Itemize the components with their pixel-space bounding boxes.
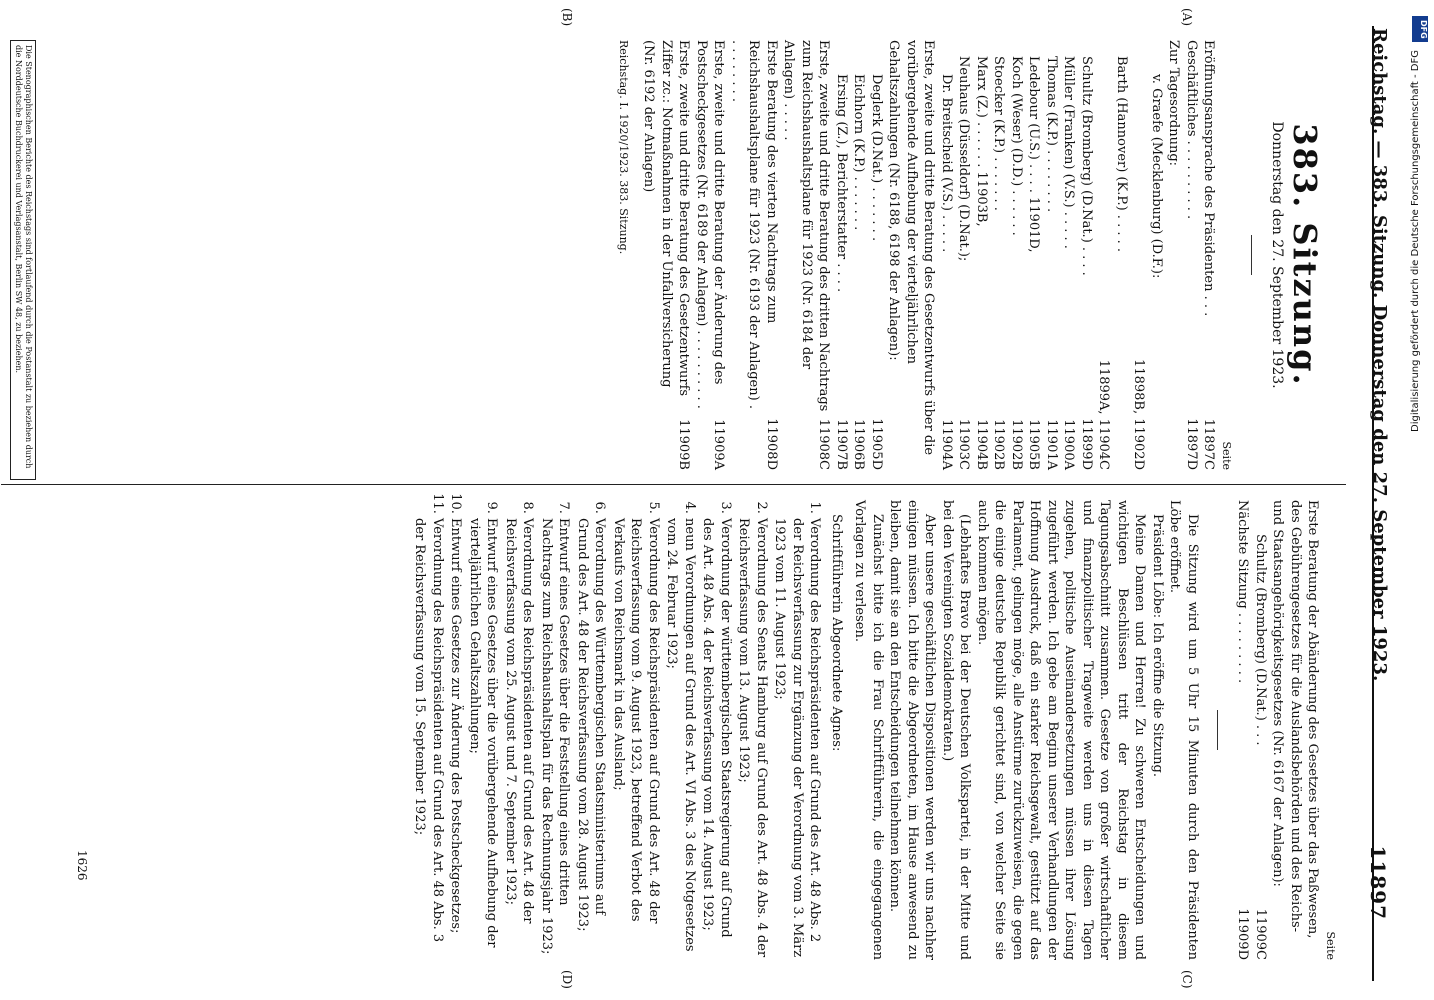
session-date: Donnerstag den 27. September 1923.: [1269, 121, 1286, 389]
submission-item: 7. Entwurf eines Gesetzes über die Feststellung eines dritten Nachtrags zum Reichshaushaltsplan für das Rechnungsjahr 1923;: [538, 518, 573, 960]
toc-entry-text: Müller (Franken) (V.S.) . . . . .: [1061, 56, 1077, 249]
toc-entry-right-page: 11909D: [1235, 908, 1251, 960]
toc-entry: [1043, 40, 1061, 470]
margin-marker-a: (A): [1180, 8, 1194, 27]
toc-entry-right-text: Schultz (Bromberg) (D.Nat.) . . .: [1253, 534, 1268, 746]
submissions-list: [411, 500, 824, 960]
header-page-number: 11897: [1366, 845, 1390, 920]
speech-paragraph: (Lebhaftes Bravo bei der Deutschen Volkspartei, in der Mitte und bei den Vereinigten Sozialdemokraten.): [940, 500, 973, 960]
submission-item: 4. neun Verordnungen auf Grund des Art. VI Abs. 3 des Notgesetzes vom 24. Februar 1923;: [663, 518, 698, 960]
toc-entry-page: 11897C: [1201, 418, 1217, 470]
margin-marker-c: (C): [1180, 970, 1194, 989]
schriftfuehrerin-intro: Schriftführerin Abgeordnete Agnes:: [829, 514, 844, 752]
toc-entry-page: [1165, 464, 1183, 470]
title-rule: [1251, 235, 1252, 275]
gehalts-speaker-page: 11907B: [834, 419, 849, 470]
toc-entry-text: Stoecker (K.P.) . . . . . . .: [991, 56, 1007, 211]
gehalts-speaker-page: 11905D: [869, 418, 884, 470]
right-table-of-contents: [1234, 500, 1322, 960]
submission-item: 11. Verordnung des Reichspräsidenten auf Grund des Art. 48 Abs. 3 der Reichsverfassung vom 15. September 1923;: [411, 518, 446, 960]
toc-entry-text: Dr. Breitscheid (V.S.) . . . . .: [939, 74, 954, 253]
gehalts-speaker-text: Eichhorn (K.P.) . . . . . . .: [851, 74, 867, 231]
dfg-logo: DFG: [1412, 16, 1428, 42]
toc-entry-right-page: 11909C: [1253, 908, 1268, 960]
left-table-of-contents: [938, 40, 1218, 470]
toc-entry-page: 11899A, 11904C: [1096, 359, 1112, 470]
volume-footline: Reichstag. I. 1920/1923. 383. Sitzung.: [617, 40, 630, 255]
toc-entry-text: Geschäftliches . . . . . . . . . .: [1184, 40, 1199, 220]
submission-item: 5. Verordnung des Reichspräsidenten auf Grund des Art. 48 der Reichsverfassung vom 9. August 1923, betreffend Verbot des Verkaufs von Reichsmark in das Ausland;: [610, 518, 663, 960]
toc-entry: [990, 40, 1008, 470]
agenda-item-page: 11908D: [764, 418, 779, 470]
agenda-item-page: 11909B: [676, 419, 692, 470]
president-speech: [851, 500, 1166, 960]
toc-entry: [1200, 40, 1218, 470]
toc-entry: [938, 40, 956, 470]
agenda-item-text: Erste Beratung des vierten Nachtrags zum Reichshaushaltsplane für 1923 (Nr. 6193 der Anlagen) . . . . . . . . .: [729, 40, 779, 409]
toc-entry-text: Neuhaus (Düsseldorf) (D.Nat.);: [956, 56, 972, 262]
left-column: [79, 40, 1339, 470]
toc-entry-right: [1269, 500, 1322, 960]
margin-marker-b: (B): [560, 8, 574, 27]
toc-entry-page: [1113, 464, 1131, 470]
toc-entry-page: 11899D: [1079, 418, 1094, 470]
dfg-stamp: [1410, 10, 1430, 995]
toc-entry-right-page: [1269, 954, 1322, 960]
toc-entry-page: 11898B, 11902D: [1131, 359, 1147, 470]
toc-entry-text: Schultz (Bromberg) (D.Nat.) . . . .: [1079, 56, 1094, 276]
gehalts-speaker-text: Deglerk (D.Nat.) . . . . . . .: [869, 74, 884, 242]
toc-entry-page: 11901A: [1044, 419, 1059, 470]
agenda-item: [693, 40, 728, 470]
gehalts-item: [833, 40, 938, 470]
toc-entry-text: Ledebour (U.S.) . . . . 11901D,: [1026, 56, 1042, 253]
speech-paragraph: Präsident Löbe: Ich eröffne die Sitzung.: [1150, 514, 1165, 778]
gehalts-speaker: [833, 40, 851, 470]
toc-entry-page: 11905B: [1026, 419, 1042, 470]
submission-item: 1. Verordnung des Reichspräsidenten auf Grund des Art. 48 Abs. 2 der Reichsverfassung zur Ergänzung der Verordnung vom 3. März 1923 vom 11. August 1923;: [771, 518, 824, 960]
toc-entry: [1060, 40, 1078, 470]
toc-entry: [1025, 40, 1043, 470]
agenda-item: [640, 40, 693, 470]
toc-entry: [1113, 40, 1131, 470]
toc-entry-right-text: Erste Beratung der Abänderung des Gesetzes über das Paßwesen, des Gebührengesetzes für die Auslandsbehörden und des Reichs- und Staatsangehörigkeitsgesetzes (Nr. 6167 der Anlagen):: [1270, 500, 1321, 939]
toc-entry-page: 11904B: [974, 419, 989, 470]
toc-entry: [973, 40, 991, 470]
speech-paragraph: Aber unsere geschäftlichen Dispositionen werden wir uns nachher einigen müssen. Ich bitte die Abgeordneten, im Hause anwesend zu bleiben, damit sie an den Entscheidungen teilnehmen können.: [887, 500, 938, 960]
toc-entry-page: 11897D: [1184, 418, 1199, 470]
toc-entry-page: 11903C: [956, 418, 972, 470]
speech-paragraph: Meine Damen und Herren! Zu schweren Entscheidungen und wichtigen Beschlüssen tritt der Reichstag in diesem Tagungsabschnitt zusammen. Gesetze von großer wirtschaftlicher und finanzpolitischer Tragweite werden uns in diesen Tagen zugehen, politische Auseinandersetzungen müssen ihrer Lösung zugeführt werden. Ich gebe am Beginn unserer Verhandlungen der Hoffnung Ausdruck, daß ein starker Reichsgewalt, gestützt auf das Parlament, gelingen möge, alle Anstürme zurückzuweisen, die gegen die einige deutsche Republik gerichtet sind, von welcher Seite sie auch kommen mögen.: [975, 500, 1148, 960]
toc-entry-text: Barth (Hannover) (K.P.) . . . . .: [1114, 56, 1129, 252]
toc-entry: [1165, 40, 1183, 470]
dfg-funding-note: Digitalisierung gefördert durch die Deutsche Forschungsgemeinschaft - DFG: [1410, 50, 1421, 433]
toc-entry: [1183, 40, 1201, 470]
speech-paragraph: Zunächst bitte ich die Frau Schriftführerin, die eingegangenen Vorlagen zu verlesen.: [852, 500, 885, 960]
agenda-item-text: Erste, zweite und dritte Beratung des Gesetzentwurfs Ziffer zc.: Notmaßnahmen in der Unfallversicherung (Nr. 6192 der Anlagen): [641, 40, 692, 397]
gehalts-subentries: [833, 40, 886, 470]
left-items: [640, 40, 833, 470]
toc-entry: [1148, 40, 1166, 470]
toc-entry-right-text: Nächste Sitzung . . . . . . . . .: [1235, 500, 1251, 684]
agenda-item-page: 11908C: [816, 418, 832, 470]
section-rule: [1217, 710, 1218, 750]
right-column: [49, 500, 1339, 960]
toc-entry-text: Marx (Z.) . . . . . . 11903B,: [974, 56, 989, 227]
header-left: Reichstag. — 383. Sitzung. Donnerstag den 27. September 1923.: [1369, 28, 1390, 682]
submission-item: 8. Verordnung des Reichspräsidenten auf Grund des Art. 48 der Reichsverfassung vom 25. August und 7. September 1923;: [502, 518, 537, 960]
toc-entry-page: 11902B: [1009, 419, 1024, 470]
submission-item: 6. Verordnung des Württembergischen Staatsministeriums auf Grund des Art. 48 der Reichsverfassung vom 28. August 1923;: [574, 518, 609, 960]
toc-entry-page: 11900A: [1061, 419, 1077, 470]
toc-entry-right: [1234, 500, 1252, 960]
printer-imprint: Die Stenographischen Berichte des Reichstags sind fortlaufend durch die Postanstalt zu beziehen durch die Norddeutsche Buchdruckerei und Verlagsanstalt, Berlin SW 48, zu beziehen.: [10, 40, 36, 480]
opening-note: Die Sitzung wird um 5 Uhr 15 Minuten durch den Präsidenten Löbe eröffnet.: [1167, 500, 1200, 960]
toc-entry: [1130, 40, 1148, 470]
toc-entry-text: v. Graefe (Mecklenburg) (D.F.):: [1149, 74, 1164, 279]
toc-entry-text: [1130, 74, 1148, 353]
submission-item: 2. Verordnung des Senats Hamburg auf Grund des Art. 48 Abs. 4 der Reichsverfassung vom 13. August 1923;: [735, 518, 770, 960]
toc-entry: [955, 40, 973, 470]
gehalts-speaker-text: Ersing (Z.), Berichterstatter . . . .: [834, 74, 849, 293]
column-divider: [1, 484, 1346, 485]
toc-entry-page: 11902B: [991, 419, 1007, 470]
agenda-item-text: Erste, zweite und dritte Beratung des dritten Nachtrags zum Reichshaushaltsplane für 1923 (Nr. 6184 der Anlagen) . . . . .: [781, 40, 832, 412]
toc-entry-right: [1252, 500, 1270, 960]
margin-marker-d: (D): [560, 970, 574, 989]
toc-entry: [1078, 40, 1096, 470]
signature-number: 1626: [75, 850, 89, 881]
toc-entry-text: [1095, 56, 1113, 354]
seite-label-right: Seite: [1324, 931, 1337, 960]
agenda-item-text: Erste, zweite und dritte Beratung der Änderung des Postscheckgesetzes (Nr. 6189 der Anlagen) . . . . . . . . . .: [694, 40, 727, 409]
agenda-item-page: 11909A: [711, 419, 727, 470]
toc-entry-page: 11904A: [939, 419, 954, 470]
toc-entry: [1095, 40, 1113, 470]
gehalts-speaker: [850, 40, 868, 470]
toc-entry: [1008, 40, 1026, 470]
toc-entry-text: Koch (Weser) (D.D.) . . . . . .: [1009, 56, 1024, 236]
submission-item: 10. Entwurf eines Gesetzes zur Änderung des Postscheckgesetzes;: [447, 518, 465, 960]
gehalts-speaker: [868, 40, 886, 470]
toc-entry-text: Thomas (K.P.) . . . . . . . .: [1044, 56, 1059, 213]
gehalts-speaker-page: 11906B: [851, 419, 867, 470]
submission-item: 3. Verordnung der württembergischen Staatsregierung auf Grund des Art. 48 Abs. 4 der Reichsverfassung vom 14. August 1923;: [699, 518, 734, 960]
toc-entry-page: [1148, 464, 1166, 470]
submission-item: 9. Entwurf eines Gesetzes über die vorübergehende Aufhebung der vierteljährlichen Gehaltszahlungen;: [466, 518, 501, 960]
agenda-item: [780, 40, 833, 470]
header-rule: [1372, 26, 1374, 981]
agenda-item: [728, 40, 781, 470]
toc-entry-text: Eröffnungsansprache des Präsidenten . . .: [1201, 40, 1217, 317]
toc-entry-text: Zur Tagesordnung:: [1166, 40, 1182, 167]
gehalts-item-text: Erste, zweite und dritte Beratung des Gesetzentwurfs über die vorübergehende Aufhebung der vierteljährlichen Gehaltszahlungen (Nr. 6188, 6198 der Anlagen):: [886, 40, 937, 456]
seite-label-left: Seite: [1220, 441, 1233, 470]
session-title: 383. Sitzung.: [1286, 123, 1324, 387]
